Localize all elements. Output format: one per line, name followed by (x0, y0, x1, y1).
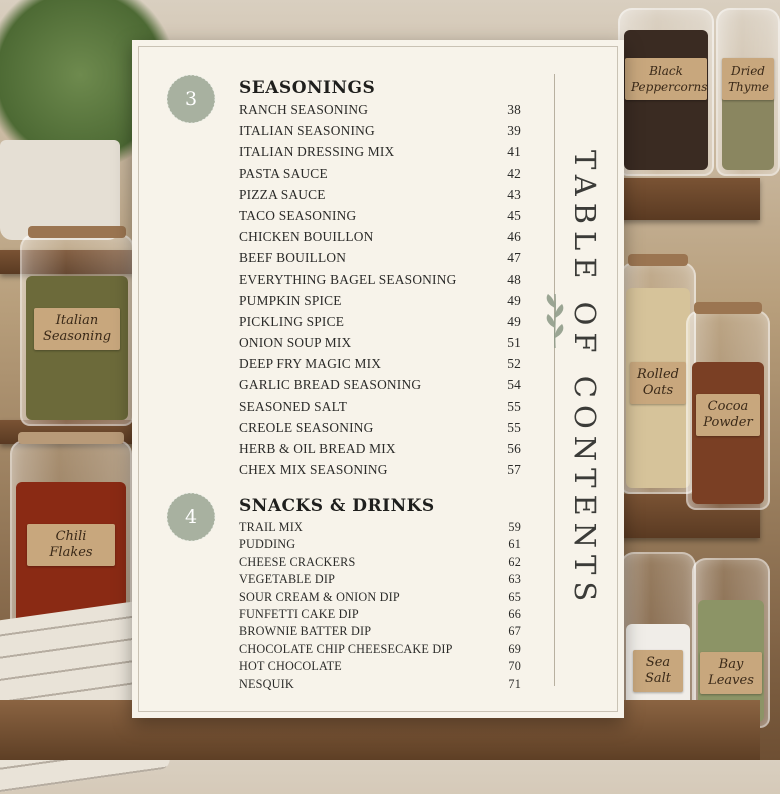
jar-label-bay: Bay Leaves (700, 652, 762, 694)
entry-title: ONION SOUP MIX (239, 335, 352, 351)
toc-entry[interactable] (239, 441, 521, 462)
toc-entry[interactable] (239, 677, 521, 694)
toc-entry[interactable] (239, 229, 521, 250)
entry-title: SOUR CREAM & ONION DIP (239, 589, 400, 604)
black-peppercorns-jar (618, 8, 714, 176)
jar-lid (18, 432, 124, 444)
entry-title: VEGETABLE DIP (239, 572, 336, 587)
entry-page: 63 (508, 572, 521, 587)
toc-entry[interactable] (239, 102, 521, 123)
entry-page: 71 (508, 676, 521, 691)
toc-entry[interactable] (239, 607, 521, 624)
cocoa-powder-jar (686, 310, 770, 510)
entry-title: CREOLE SEASONING (239, 419, 374, 435)
jar-lid (28, 226, 126, 238)
toc-entry[interactable] (239, 166, 521, 187)
entry-title: TACO SEASONING (239, 207, 357, 223)
entry-page: 51 (507, 335, 521, 351)
entry-page: 49 (507, 313, 521, 329)
section-number-badge (166, 74, 216, 124)
jar-label-cocoa: Cocoa Powder (696, 394, 760, 436)
rolled-oats-jar (620, 262, 696, 494)
toc-entry[interactable] (239, 272, 521, 293)
entry-title: CHEESE CRACKERS (239, 554, 356, 569)
page-title: TABLE OF CONTENTS (568, 149, 602, 609)
entry-title: CHEX MIX SEASONING (239, 462, 388, 478)
entry-page: 54 (507, 377, 521, 393)
entry-title: HOT CHOCOLATE (239, 659, 342, 674)
italian-seasoning-jar (20, 234, 134, 426)
sea-salt-jar (620, 552, 696, 716)
toc-entry[interactable] (239, 399, 521, 420)
toc-entry[interactable] (239, 572, 521, 589)
toc-entry[interactable] (239, 250, 521, 271)
jar-label-italian: Italian Seasoning (34, 308, 120, 350)
toc-entry[interactable] (239, 420, 521, 441)
toc-entry[interactable] (239, 659, 521, 676)
entry-title: BEEF BOUILLON (239, 250, 347, 266)
entry-title: CHOCOLATE CHIP CHEESECAKE DIP (239, 641, 453, 656)
toc-entry[interactable] (239, 208, 521, 229)
jar-label-oats: Rolled Oats (630, 362, 686, 404)
section-number: 4 (184, 506, 198, 528)
jar-label-thyme: Dried Thyme (722, 58, 774, 100)
section-title: SNACKS & DRINKS (239, 496, 435, 516)
entry-page: 43 (507, 186, 521, 202)
entry-title: EVERYTHING BAGEL SEASONING (239, 271, 457, 287)
entry-page: 67 (508, 624, 521, 639)
section-number: 3 (184, 88, 198, 110)
jar-label-salt: Sea Salt (633, 650, 683, 692)
entry-page: 42 (507, 165, 521, 181)
toc-entry[interactable] (239, 335, 521, 356)
section-number-badge (166, 492, 216, 542)
toc-entry[interactable] (239, 642, 521, 659)
entry-title: GARLIC BREAD SEASONING (239, 377, 422, 393)
entry-page: 49 (507, 292, 521, 308)
entry-page: 52 (507, 356, 521, 372)
entry-page: 45 (507, 207, 521, 223)
entry-page: 59 (508, 520, 521, 534)
toc-entry[interactable] (239, 187, 521, 208)
title-divider (554, 74, 555, 686)
entry-page: 56 (507, 441, 521, 456)
jar-lid (694, 302, 762, 314)
entry-title: SEASONED SALT (239, 398, 348, 414)
entry-page: 57 (507, 462, 521, 478)
entry-page: 70 (508, 659, 521, 674)
toc-entry[interactable] (239, 590, 521, 607)
entry-title: PIZZA SAUCE (239, 186, 326, 202)
entry-title: HERB & OIL BREAD MIX (239, 441, 396, 456)
toc-entry[interactable] (239, 377, 521, 398)
toc-entry[interactable] (239, 462, 521, 483)
entry-page: 61 (508, 537, 521, 552)
entry-title: PUDDING (239, 537, 296, 552)
entry-title: PASTA SAUCE (239, 165, 328, 181)
dried-thyme-jar (716, 8, 780, 176)
toc-entry[interactable] (239, 314, 521, 335)
shelf-right-top (600, 178, 760, 220)
section-title: SEASONINGS (239, 78, 376, 98)
toc-entry[interactable] (239, 293, 521, 314)
entry-page: 47 (507, 250, 521, 266)
toc-entry[interactable] (239, 144, 521, 165)
toc-entry[interactable] (239, 520, 521, 537)
jar-label-black-pepper: Black Peppercorns (625, 58, 707, 100)
entry-title: BROWNIE BATTER DIP (239, 624, 372, 639)
entry-title: NESQUIK (239, 676, 294, 691)
entry-title: FUNFETTI CAKE DIP (239, 606, 359, 621)
jar-lid (628, 254, 688, 266)
entry-page: 66 (508, 606, 521, 621)
entry-page: 46 (507, 229, 521, 245)
toc-entry[interactable] (239, 624, 521, 641)
entry-title: CHICKEN BOUILLON (239, 229, 374, 245)
entry-page: 55 (507, 419, 521, 435)
entry-title: PICKLING SPICE (239, 313, 345, 329)
jar-label-chili: Chili Flakes (27, 524, 115, 566)
entry-page: 55 (507, 398, 521, 414)
entry-title: PUMPKIN SPICE (239, 292, 342, 308)
toc-entry[interactable] (239, 123, 521, 144)
entry-page: 62 (508, 554, 521, 569)
entry-list (239, 102, 521, 483)
plant-pot (0, 140, 120, 240)
entry-list (239, 520, 521, 694)
entry-page: 39 (507, 123, 521, 139)
toc-entry[interactable] (239, 555, 521, 572)
entry-page: 69 (508, 641, 521, 656)
contents-page (132, 40, 624, 718)
entry-title: DEEP FRY MAGIC MIX (239, 356, 382, 372)
toc-entry[interactable] (239, 356, 521, 377)
leaf-sprig-icon (540, 290, 570, 350)
entry-title: TRAIL MIX (239, 520, 303, 534)
entry-page: 41 (507, 144, 521, 160)
entry-title: RANCH SEASONING (239, 102, 369, 117)
entry-page: 38 (507, 102, 521, 117)
entry-title: ITALIAN DRESSING MIX (239, 144, 395, 160)
toc-entry[interactable] (239, 537, 521, 554)
entry-title: ITALIAN SEASONING (239, 123, 375, 139)
entry-page: 65 (508, 589, 521, 604)
entry-page: 48 (507, 271, 521, 287)
jar-contents (624, 30, 708, 170)
